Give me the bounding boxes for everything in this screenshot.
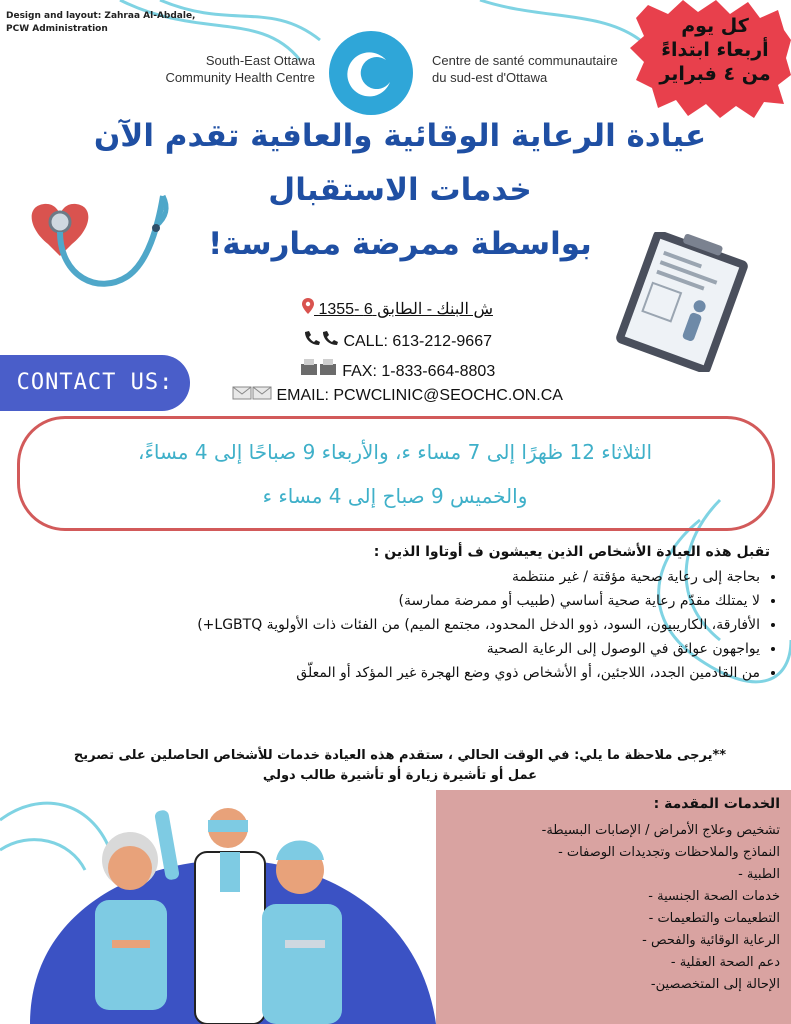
email-icon [232, 386, 272, 400]
list-item: • الأفارقة، الكاريبيون، السود، ذوو الدخل المحدود، مجتمع الميم) من الفئات ذات الأولوية LGBTQ+) [20, 614, 760, 636]
hours-line-1: الثلاثاء 12 ظهرًا إلى 7 مساء ء، والأربعاء 9 صباحًا إلى 4 مساءً، [137, 440, 652, 464]
list-item: النماذج والملاحظات وتجديدات الوصفات - [558, 845, 780, 860]
headline-line-3: بواسطة ممرضة ممارسة! [208, 226, 592, 262]
seochc-logo [328, 30, 414, 116]
badge-text: كل يوم أربعاء ابتداءً من ٤ فبراير [659, 15, 771, 85]
location-pin-icon [302, 298, 314, 314]
healthcare-workers-illustration [0, 790, 436, 1024]
list-item: الإحالة إلى المتخصصين- [650, 977, 780, 992]
org-name-english: South-East Ottawa Community Health Centre [165, 53, 315, 85]
list-item: • بحاجة إلى رعاية صحية مؤقتة / غير منتظمة [20, 566, 760, 588]
phone-number[interactable]: CALL: 613-212-9667 [200, 330, 595, 351]
list-item: خدمات الصحة الجنسية - [648, 889, 780, 904]
list-item: الرعاية الوقائية والفحص - [642, 933, 780, 948]
services-list [450, 820, 780, 996]
list-item: الطبية - [738, 867, 780, 882]
fax-icon [300, 358, 338, 376]
contact-us-tab: CONTACT US: [0, 355, 190, 411]
phone-icon [303, 330, 339, 346]
org-name-french: Centre de santé communautaire du sud-est d'Ottawa [432, 53, 618, 85]
list-item: دعم الصحة العقلية - [670, 955, 780, 970]
address: ش البنك - الطابق 6 -1355 [200, 298, 595, 319]
clipboard-icon [592, 232, 772, 372]
design-credit: Design and layout: Zahraa Al-Abdale, PCW Administration [6, 11, 196, 34]
list-item: • لا يمتلك مقدّم رعاية صحية أساسي (طبيب أو ممرضة ممارسة) [20, 590, 760, 612]
hours-line-2: والخميس 9 صباح إلى 4 مساء ء [262, 484, 528, 508]
headline-line-2: خدمات الاستقبال [268, 172, 532, 208]
email-address[interactable]: EMAIL: PCWCLINIC@SEOCHC.ON.CA [200, 386, 595, 405]
hours-frame [17, 416, 775, 531]
eligibility-title: تقبل هذه العيادة الأشخاص الذين يعيشون ف أوتاوا الذين : [373, 544, 770, 560]
list-item: التطعيمات والتطعيمات - [648, 911, 780, 926]
list-item: • يواجهون عوائق في الوصول إلى الرعاية الصحية [20, 638, 760, 660]
heart-stethoscope-icon [18, 186, 178, 306]
headline-line-1: عيادة الرعاية الوقائية والعافية تقدم الآن [93, 118, 707, 154]
list-item: • من القادمين الجدد، اللاجئين، أو الأشخاص ذوي وضع الهجرة غير المؤكد أو المعلّق [20, 662, 760, 684]
eligibility-list [20, 566, 784, 686]
fax-number: FAX: 1-833-664-8803 [200, 358, 595, 381]
list-item: تشخيص وعلاج الأمراض / الإصابات البسيطة- [541, 823, 780, 838]
eligibility-note: **يرجى ملاحظة ما يلي: في الوقت الحالي ، ستقدم هذه العيادة خدمات للأشخاص الحاصلين على تصريح عمل أو تأشيرة زيارة أو تأشيرة طالب دولي [73, 748, 727, 783]
services-title: الخدمات المقدمة : [653, 796, 780, 812]
